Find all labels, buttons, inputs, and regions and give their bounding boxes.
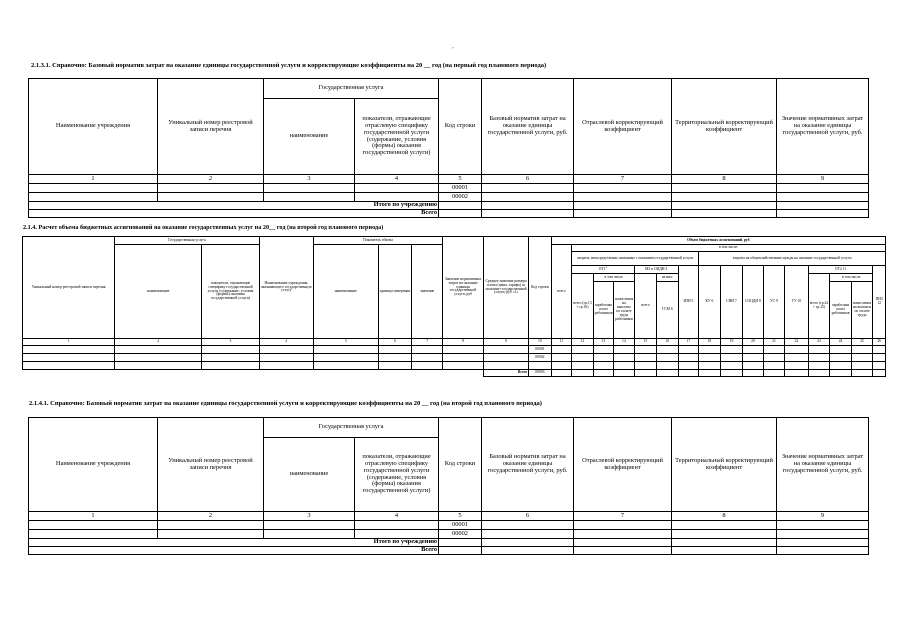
col-header-ot11-total: всего (гр.24 + гр.25) [808,274,830,339]
col-header-volume-name: наименование [313,245,378,339]
col-header-mz-total: всего [634,274,657,339]
column-number: 3 [264,512,355,521]
column-number: 4 [355,175,439,184]
column-number: 1 [23,339,115,346]
col-header-institution: Наименование учреждения, оказывающего государственную услугу [259,237,313,339]
col-header-sni: СНИ 7 [720,266,743,339]
page-marker: ° [452,46,454,51]
budget-calc-table-year2 [22,236,886,377]
col-header-institution: Наименование учреждения [29,418,158,512]
column-number: 3 [202,339,259,346]
row-code: 00002 [439,193,482,202]
section-title: 2.1.4. Расчет объема бюджетных ассигнований на оказание государственных услуг на 20__ год (на второй год планового периода) [23,224,384,231]
table-row [29,521,869,530]
column-number: 4 [355,512,439,521]
column-number: 4 [259,339,313,346]
column-number: 21 [763,339,785,346]
col-header-row-code: Код строки [439,79,482,175]
col-header-ot1-accruals: начисления на выплаты по оплате труда работников [614,282,634,339]
table-row [29,210,869,218]
table-row [23,354,886,362]
table-row [29,530,869,539]
col-header-row-code: Код строки [439,418,482,512]
column-number: 3 [264,175,355,184]
col-header-ot1: $ОТ1^1$ [572,266,634,274]
col-header-volume: Показатель объема [313,237,442,245]
column-number: 5 [439,512,482,521]
column-number: 2 [158,512,264,521]
column-number: 9 [484,339,529,346]
row-code: 00001 [439,521,482,530]
column-number: 9 [777,175,869,184]
column-number: 1 [29,512,158,521]
column-number: 14 [614,339,634,346]
column-number: 17 [678,339,698,346]
col-header-registry-number: Уникальный номер реестровой записи перечня [158,79,264,175]
column-number: 13 [593,339,613,346]
col-header-service: Государственная услуга [115,237,259,245]
table-row [29,539,869,547]
col-header-registry-number: Уникальный номер реестровой записи перечня [23,237,115,339]
column-number: 6 [482,175,574,184]
col-header-service: Государственная услуга [264,418,439,438]
col-header-service-name: наименование [115,245,202,339]
col-header-budget: Объем бюджетных ассигнований, руб [551,237,885,245]
col-header-volume-value: значение [412,245,443,339]
col-header-norm-value: Значение нормативных затрат на оказание единицы государственной услуги, руб. [777,418,869,512]
table-row [23,346,886,354]
column-number: 12 [572,339,594,346]
col-header-norm-value: Значение нормативных затрат на оказание единицы государственной услуги, руб [443,237,484,339]
col-header-service-indicators: показатели, отражающие отраслевую специфику государственной услуги (содержание, условия (формы) оказания государственной услуги) [355,438,439,512]
column-number: 25 [851,339,873,346]
col-header-ot1-total: всего (гр.13 + гр.16) [572,274,594,339]
col-header-ku: КУ 6 [699,266,721,339]
col-header-base-norm: Базовый норматив затрат на оказание единицы государственной услуги, руб. [482,79,574,175]
row-code: 00002 [439,530,482,539]
column-number: 9 [777,512,869,521]
table-row [23,370,886,377]
col-header-service: Государственная услуга [264,79,439,99]
col-header-ot1-wage: заработная плата работников [593,282,613,339]
column-number: 26 [873,339,886,346]
col-header-including: в том числе: [572,245,886,252]
col-header-tu: ТУ 10 [785,266,809,339]
col-header-base-norm: Базовый норматив затрат на оказание единицы государственной услуги, руб. [482,418,574,512]
column-number: 5 [439,175,482,184]
total-institution-label: Итого по учреждению [29,202,439,210]
table-row [29,202,869,210]
table-row [23,362,886,370]
column-number: 1 [29,175,158,184]
col-header-norm-value: Значение нормативных затрат на оказание единицы государственной услуги, руб. [777,79,869,175]
col-header-institution: Наименование учреждения [29,79,158,175]
column-number: 8 [672,512,777,521]
col-header-service-indicators: показатели, отражающие отраслевую специфику государственной услуги (содержание, условия (формы) оказания государственной услуги) [355,99,439,175]
col-header-including: в том числе [830,274,873,282]
row-code: 00001 [529,346,552,354]
col-header-ot11-accruals: начисления на выплаты по оплате труда [851,282,873,339]
column-number: 16 [657,339,679,346]
column-number: 22 [785,339,809,346]
col-header-row-code: Код строки [529,237,552,339]
table-row [29,184,869,193]
col-header-branch-coef: Отраслевой корректирующий коэффициент [574,418,672,512]
col-header-registry-number: Уникальный номер реестровой записи перечня [158,418,264,512]
column-number: 18 [699,339,721,346]
column-number: 20 [743,339,763,346]
column-number: 2 [158,175,264,184]
col-header-service-indicators: показатели, отражающие специфику государственной услуги (содержание, условия (формы) оказания государственной услуги) [202,245,259,339]
column-number: 6 [482,512,574,521]
norm-table-year2 [28,417,869,555]
col-header-mz: МЗ и ОЦДИ 3 [634,266,678,274]
grand-total-label: Всего [484,370,529,377]
row-code: 00001 [439,184,482,193]
col-header-socdi: СОЦДИ 8 [743,266,763,339]
column-number: 19 [720,339,743,346]
row-code: 00003 [529,370,552,377]
column-number: 7 [412,339,443,346]
col-header-branch-coef: Отраслевой корректирующий коэффициент [574,79,672,175]
col-header-service-name: наименование [264,438,355,512]
column-number: 7 [574,512,672,521]
grand-total-label: Всего [29,547,439,555]
col-header-including: в том числе [593,274,634,282]
col-header-avg-price: Среднее значение размера платы (цены, тарифа) за оказание государственной услуги, руб «1» [484,237,529,339]
col-header-ot11-wage: заработная плата работников [830,282,852,339]
section-title: 2.1.4.1. Справочно: Базовый норматив затрат на оказание единицы государственной услуги и корректирующие коэффициенты на 20 __ год (на второй год планового периода) [29,400,542,407]
column-number: 8 [672,175,777,184]
section-title: 2.1.3.1. Справочно: Базовый норматив затрат на оказание единицы государственной услуги и корректирующие коэффициенты на 20 __ год (на первый год планового периода) [31,62,547,69]
col-header-izn: ИЗН 5 [678,266,698,339]
grand-total-label: Всего [29,210,439,218]
column-number: 11 [551,339,571,346]
column-number: 15 [634,339,657,346]
row-code: 00002 [529,354,552,362]
column-number: 7 [574,175,672,184]
col-header-territorial-coef: Территориальный корректирующий коэффициент [672,418,777,512]
col-header-ot11: ОТ2 11 [808,266,873,274]
column-number: 24 [830,339,852,346]
column-number: 5 [313,339,378,346]
column-number: 10 [529,339,552,346]
table-row [29,547,869,555]
col-header-direct-costs: затраты, непосредственно связанные с оказанием государственной услуги [572,252,699,266]
column-number: 2 [115,339,202,346]
col-header-us: УС 9 [763,266,785,339]
column-number: 8 [443,339,484,346]
column-number: 6 [378,339,412,346]
col-header-territorial-coef: Территориальный корректирующий коэффициент [672,79,777,175]
col-header-gsm: ГСМ 6 [657,282,679,339]
col-header-volume-unit: единица измерения [378,245,412,339]
col-header-budget-total: всего [551,245,571,339]
column-number: 23 [808,339,830,346]
col-header-of-which: из них: [657,274,679,282]
table-row [29,193,869,202]
total-institution-label: Итого по учреждению [29,539,439,547]
norm-table-year1 [28,78,869,218]
col-header-service-name: наименование [264,99,355,175]
col-header-general-costs: затраты на общехозяйственные нужды на оказание государственной услуги [699,252,886,266]
col-header-pnz: ПНЗ 12 [873,266,886,339]
